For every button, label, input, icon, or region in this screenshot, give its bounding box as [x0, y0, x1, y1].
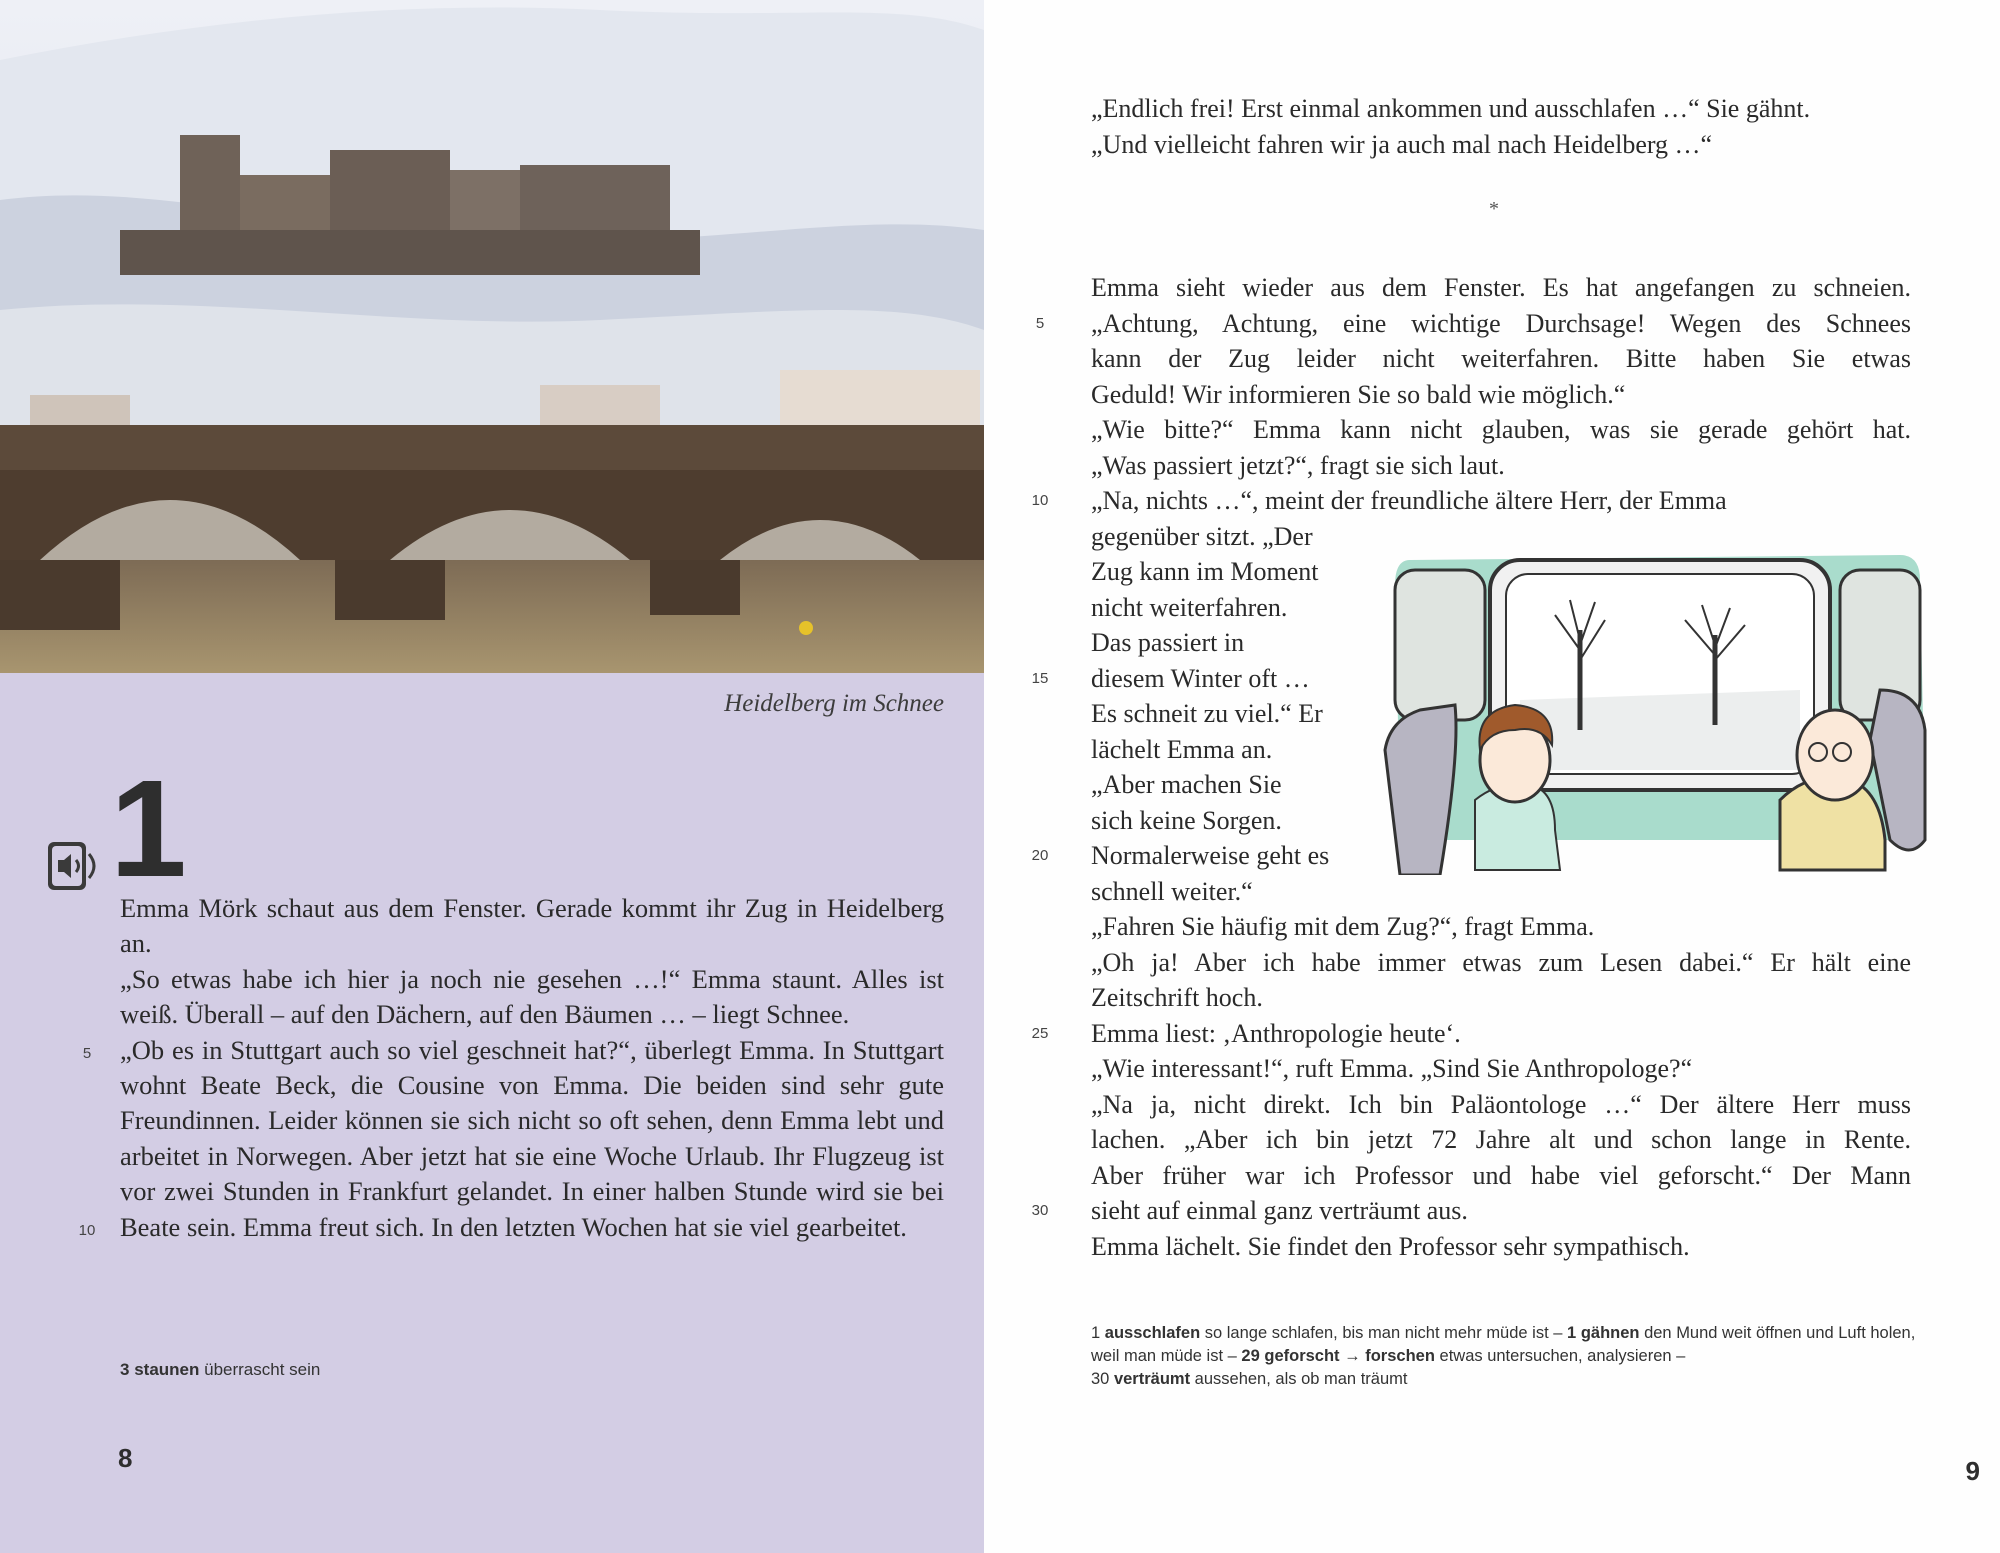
section-separator: * [1489, 198, 1499, 220]
line-number: 15 [1031, 670, 1049, 687]
left-page [0, 0, 984, 1553]
footnote-definition: so lange schlafen, bis man nicht mehr müde ist – [1204, 1324, 1563, 1342]
line-number: 5 [1035, 315, 1045, 332]
right-page [984, 0, 2000, 1553]
footnote-term: staunen [134, 1360, 200, 1379]
footnote-term: geforscht [1264, 1347, 1340, 1365]
footnote-line: 30 [1091, 1370, 1110, 1388]
text-line: „Oh ja! Aber ich habe immer etwas zum Lesen dabei.“ Er hält eine [1091, 948, 1911, 977]
line-number: 20 [1031, 847, 1049, 864]
text-line: Zug kann im Moment [1091, 557, 1319, 586]
text-line: „Was passiert jetzt?“, fragt sie sich laut. [1091, 451, 1505, 480]
text-line: lachen. „Aber ich bin jetzt 72 Jahre alt und schon lange in Rente. [1091, 1125, 1911, 1154]
text-line: diesem Winter oft … [1091, 664, 1310, 693]
paragraph: „Ob es in Stuttgart auch so viel geschneit hat?“, überlegt Emma. In Stuttgart wohnt Beate Beck, die Cousine von Emma. Die beiden sind sehr gute Freundinnen. Leider können sie sich nicht so oft sehen, denn Emma lebt und arbeitet in Norwegen. Aber jetzt hat sie eine Woche Urlaub. Ihr Flugzeug ist vor zwei Stunden in Frankfurt gelandet. In einer halben Stunde wird sie bei Beate sein. Emma freut sich. In den letzten Wochen hat sie viel gearbeitet. [120, 1034, 944, 1242]
line-number: 30 [1031, 1202, 1049, 1219]
text-line: „Achtung, Achtung, eine wichtige Durchsage! Wegen des Schnees [1091, 309, 1911, 338]
text-line: sich keine Sorgen. [1091, 806, 1282, 835]
footnote-definition: etwas untersuchen, analysieren – [1439, 1347, 1686, 1365]
line-number: 25 [1031, 1025, 1049, 1042]
text-line: Emma lächelt. Sie findet den Professor sehr sympathisch. [1091, 1232, 1690, 1261]
train-illustration [1380, 540, 1932, 875]
footnote-term: verträumt [1113, 1370, 1191, 1388]
text-line: Emma liest: ‚Anthropologie heute‘. [1091, 1019, 1461, 1048]
text-line: Zeitschrift hoch. [1091, 983, 1263, 1012]
text-line: „Aber machen Sie [1091, 770, 1282, 799]
text-line: Geduld! Wir informieren Sie so bald wie möglich.“ [1091, 380, 1626, 409]
footnote-definition: überrascht sein [204, 1360, 321, 1379]
text-line: „Und vielleicht fahren wir ja auch mal nach Heidelberg …“ [1091, 130, 1713, 159]
footnote-term: gähnen [1580, 1324, 1640, 1342]
page-number: 9 [1965, 1456, 1980, 1486]
arrow-icon: → [1344, 1347, 1361, 1365]
text-line: sieht auf einmal ganz verträumt aus. [1091, 1196, 1468, 1225]
text-line: gegenüber sitzt. „Der [1091, 522, 1313, 551]
chapter-text [120, 891, 944, 1245]
footnote-line: 3 [120, 1360, 130, 1379]
line-number: 5 [82, 1045, 92, 1062]
paragraph: Emma Mörk schaut aus dem Fenster. Gerade kommt ihr Zug in Heidelberg an. [120, 893, 944, 959]
footnote-line: 1 [1091, 1324, 1101, 1342]
chapter-number: 1 [110, 752, 187, 906]
paragraph: „So etwas habe ich hier ja noch nie gesehen …!“ Emma staunt. Alles ist weiß. Überall – auf den Dächern, auf den Bäumen … – liegt Schnee. [120, 963, 944, 1030]
footnote-term: ausschlafen [1104, 1324, 1201, 1342]
text-line: Es schneit zu viel.“ Er [1091, 699, 1323, 728]
text-line: Normalerweise geht es [1091, 841, 1330, 870]
footnote-term: forschen [1365, 1347, 1435, 1365]
photo-caption: Heidelberg im Schnee [724, 690, 944, 717]
text-line: kann der Zug leider nicht weiterfahren. Bitte haben Sie etwas [1091, 344, 1911, 373]
line-number: 10 [1031, 492, 1049, 509]
audio-book-icon [46, 838, 102, 894]
text-line: „Na, nichts …“, meint der freundliche ältere Herr, der Emma [1091, 486, 1727, 515]
text-line: Aber früher war ich Professor und habe viel geforscht.“ Der Mann [1091, 1161, 1911, 1190]
text-line: Emma sieht wieder aus dem Fenster. Es hat angefangen zu schneien. [1091, 273, 1911, 302]
text-line: „Wie bitte?“ Emma kann nicht glauben, was sie gerade gehört hat. [1091, 415, 1911, 444]
heidelberg-photo [0, 0, 984, 673]
page-number: 8 [118, 1443, 133, 1473]
footnote-definition: aussehen, als ob man träumt [1194, 1370, 1408, 1388]
footnote-definition: den Mund weit öffnen und Luft holen, weil man müde ist – [1091, 1324, 1916, 1365]
footnote [120, 1360, 320, 1380]
text-line: lächelt Emma an. [1091, 735, 1273, 764]
text-line: schnell weiter.“ [1091, 877, 1253, 906]
line-number: 10 [78, 1222, 96, 1239]
footnote-line: 29 [1241, 1347, 1260, 1365]
text-line: „Endlich frei! Erst einmal ankommen und ausschlafen …“ Sie gähnt. [1091, 94, 1811, 123]
footnotes [1091, 1322, 1921, 1391]
footnote-line: 1 [1567, 1324, 1577, 1342]
text-line: „Wie interessant!“, ruft Emma. „Sind Sie Anthropologe?“ [1091, 1054, 1693, 1083]
text-line: Das passiert in [1091, 628, 1245, 657]
text-line: „Na ja, nicht direkt. Ich bin Paläontologe …“ Der ältere Herr muss [1091, 1090, 1911, 1119]
text-line: „Fahren Sie häufig mit dem Zug?“, fragt Emma. [1091, 912, 1595, 941]
text-line: nicht weiterfahren. [1091, 593, 1288, 622]
